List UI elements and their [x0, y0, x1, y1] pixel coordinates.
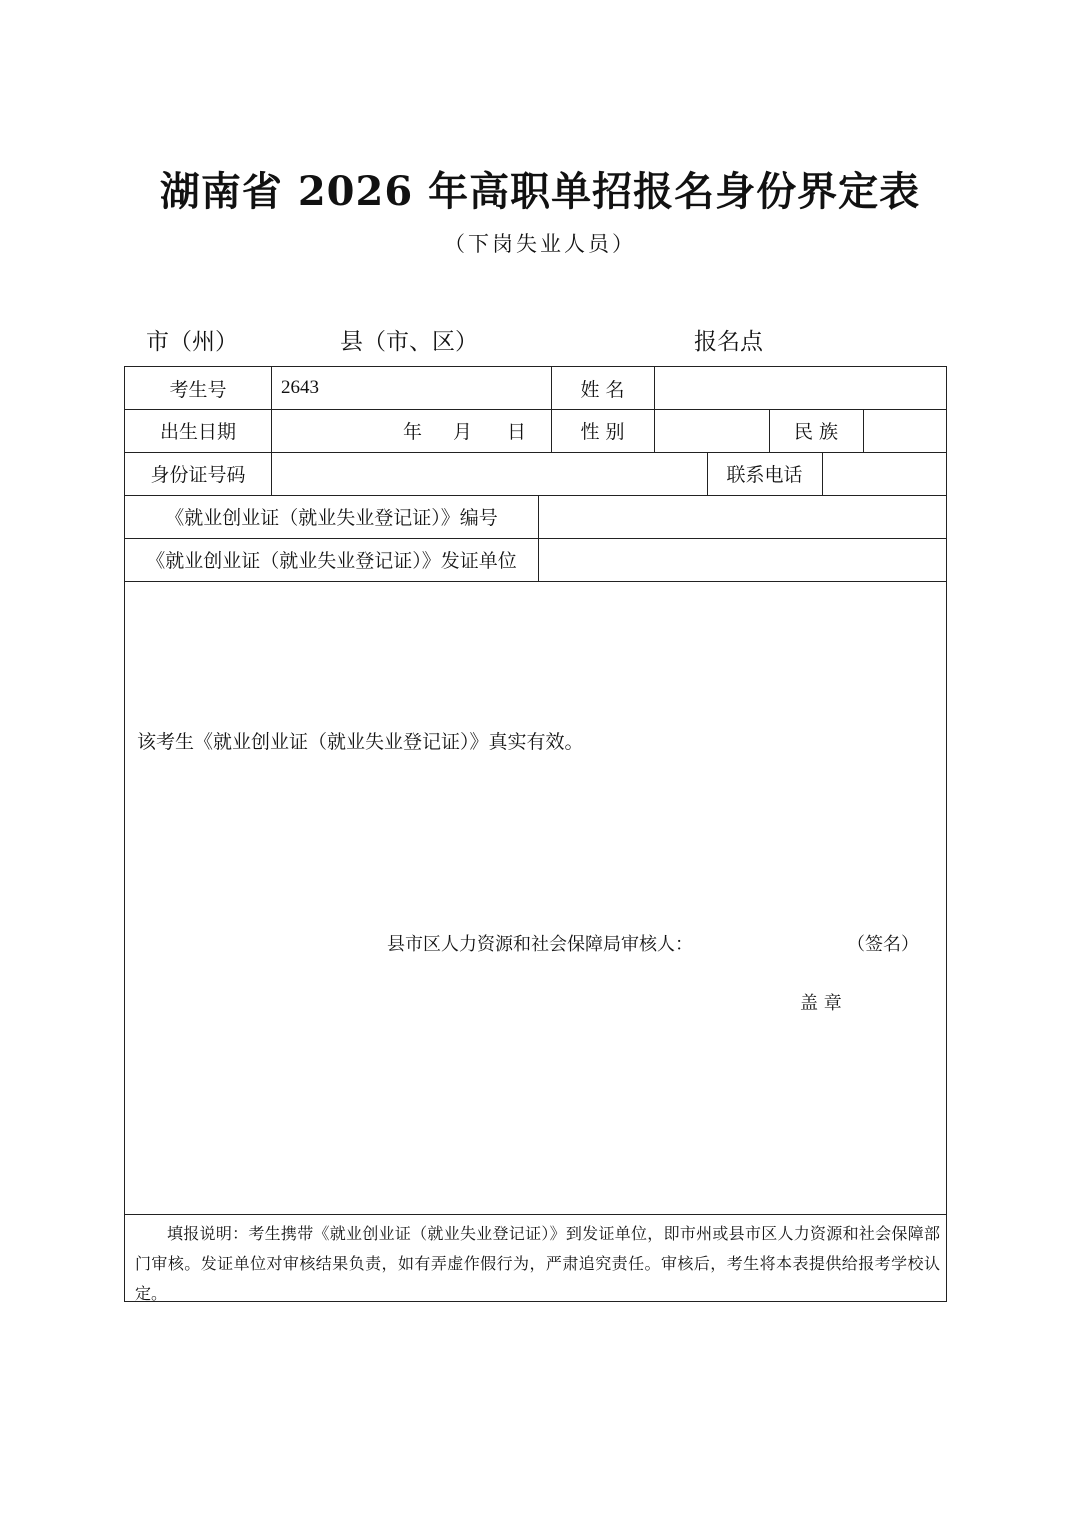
name-field[interactable] [654, 367, 946, 409]
identity-form-table [124, 366, 947, 1302]
ethnicity-field[interactable] [863, 409, 946, 452]
gender-field[interactable] [654, 409, 769, 452]
birth-year-unit: 年 [403, 421, 423, 443]
birth-month-unit: 月 [453, 421, 473, 443]
phone-field[interactable] [822, 452, 946, 495]
certificate-number-field[interactable] [538, 495, 946, 538]
county-label: 县（市、区） [340, 329, 478, 355]
document-subtitle: （下岗失业人员） [444, 232, 636, 256]
name-label: 姓 名 [580, 378, 625, 401]
document-title: 湖南省 2026 年高职单招报名身份界定表 [159, 168, 921, 215]
exam-number-value[interactable]: 2643 [281, 377, 319, 398]
certificate-number-label: 《就业创业证（就业失业登记证）》编号 [165, 507, 498, 529]
row-divider [125, 581, 946, 582]
row-divider [125, 1214, 946, 1215]
phone-label: 联系电话 [726, 464, 803, 486]
registration-point-label: 报名点 [694, 329, 763, 355]
filling-instructions: 填报说明：考生携带《就业创业证（就业失业登记证）》到发证单位，即市州或县市区人力资源和社会保障部门审核。发证单位对审核结果负责，如有弄虚作假行为，严肃追究责任。审核后，考生将本表提供给报考学校认定。 [135, 1224, 940, 1303]
birth-date-field[interactable] [271, 409, 551, 452]
verification-statement: 该考生《就业创业证（就业失业登记证）》真实有效。 [137, 731, 584, 753]
certificate-issuer-field[interactable] [538, 538, 946, 581]
birth-day-unit: 日 [507, 421, 527, 443]
gender-label: 性 别 [580, 421, 625, 443]
exam-number-label: 考生号 [169, 378, 227, 401]
id-number-field[interactable] [271, 452, 707, 495]
id-number-label: 身份证号码 [150, 464, 246, 486]
birth-date-label: 出生日期 [159, 421, 236, 443]
auditor-label: 县市区人力资源和社会保障局审核人： [387, 934, 693, 955]
signature-note: （签名） [847, 934, 919, 955]
city-label: 市（州） [146, 329, 238, 355]
certificate-issuer-label: 《就业创业证（就业失业登记证）》发证单位 [146, 550, 517, 572]
ethnicity-label: 民 族 [793, 421, 839, 443]
seal-label: 盖 章 [800, 993, 842, 1014]
